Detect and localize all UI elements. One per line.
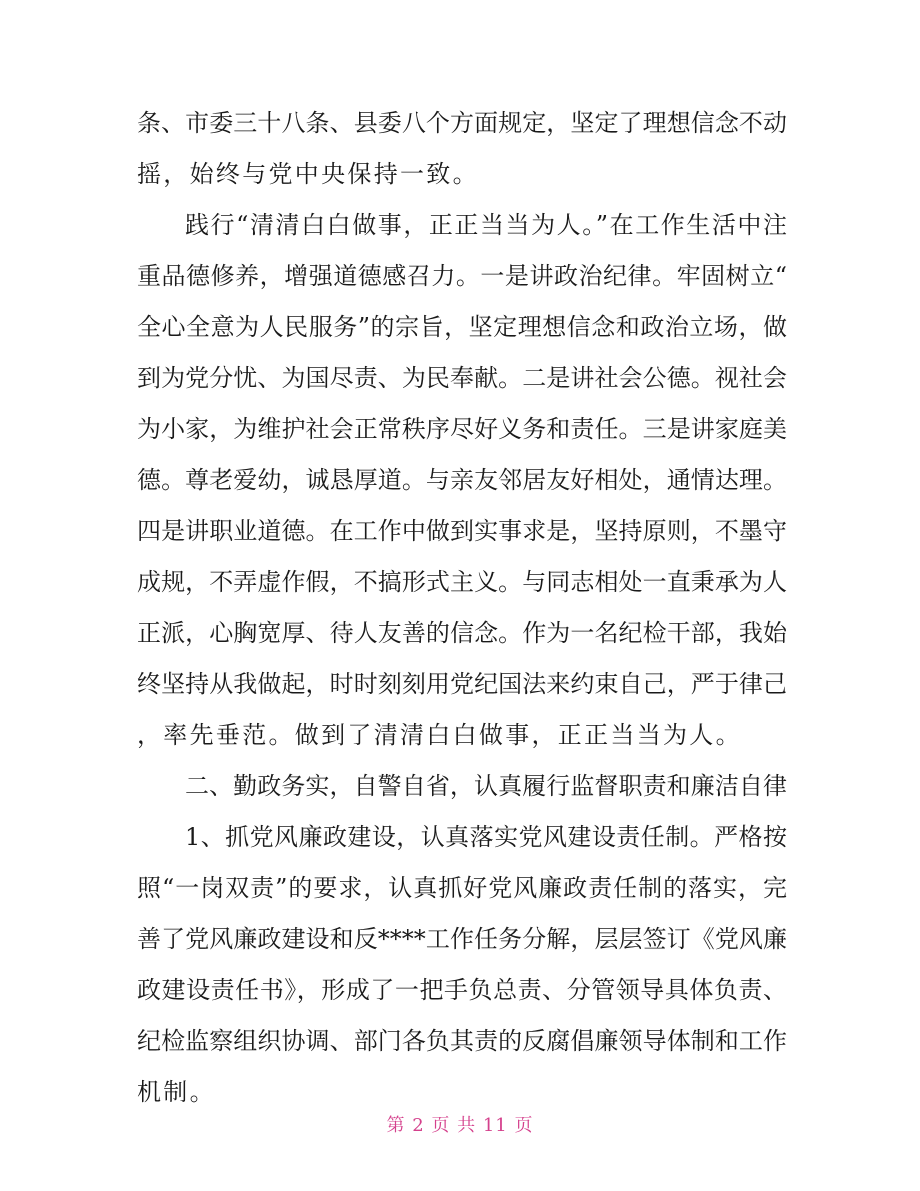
body-text (137, 98, 787, 1118)
text-line: ，率先垂范。做到了清清白白做事，正正当当为人。 (137, 721, 742, 749)
text-line: 机制。 (137, 1078, 216, 1106)
paragraph-start-line: 践行“清清白白做事，正正当当为人。”在工作生活中注 (185, 211, 787, 239)
text-line: 全心全意为人民服务”的宗旨，坚定理想信念和政治立场，做 (137, 313, 787, 341)
text-line: 善了党风廉政建设和反****工作任务分解，层层签订《党风廉 (137, 925, 787, 953)
section-heading: 二、勤政务实，自警自省，认真履行监督职责和廉洁自律 (185, 772, 787, 800)
text-line: 照“一岗双责”的要求，认真抓好党风廉政责任制的落实，完 (137, 874, 787, 902)
text-line: 政建设责任书》，形成了一把手负总责、分管领导具体负责、 (137, 976, 787, 1004)
text-line: 到为党分忧、为国尽责、为民奉献。二是讲社会公德。视社会 (137, 364, 787, 392)
text-line: 终坚持从我做起，时时刻刻用党纪国法来约束自己，严于律己 (137, 670, 787, 698)
text-line: 成规，不弄虚作假，不搞形式主义。与同志相处一直秉承为人 (137, 568, 787, 596)
page-number-footer: 第 2 页 共 11 页 (386, 1115, 534, 1136)
text-line: 纪检监察组织协调、部门各负其责的反腐倡廉领导体制和工作 (137, 1027, 787, 1055)
text-line: 四是讲职业道德。在工作中做到实事求是，坚持原则，不墨守 (137, 517, 787, 545)
text-line: 条、市委三十八条、县委八个方面规定，坚定了理想信念不动 (137, 109, 787, 137)
text-line: 正派，心胸宽厚、待人友善的信念。作为一名纪检干部，我始 (137, 619, 787, 647)
text-line: 摇，始终与党中央保持一致。 (137, 160, 479, 188)
text-line: 为小家，为维护社会正常秩序尽好义务和责任。三是讲家庭美 (137, 415, 787, 443)
paragraph-start-line: 1、抓党风廉政建设，认真落实党风建设责任制。严格按 (185, 823, 787, 851)
text-line: 重品德修养，增强道德感召力。一是讲政治纪律。牢固树立“ (137, 262, 787, 290)
text-line: 德。尊老爱幼，诚恳厚道。与亲友邻居友好相处，通情达理。 (137, 466, 787, 494)
